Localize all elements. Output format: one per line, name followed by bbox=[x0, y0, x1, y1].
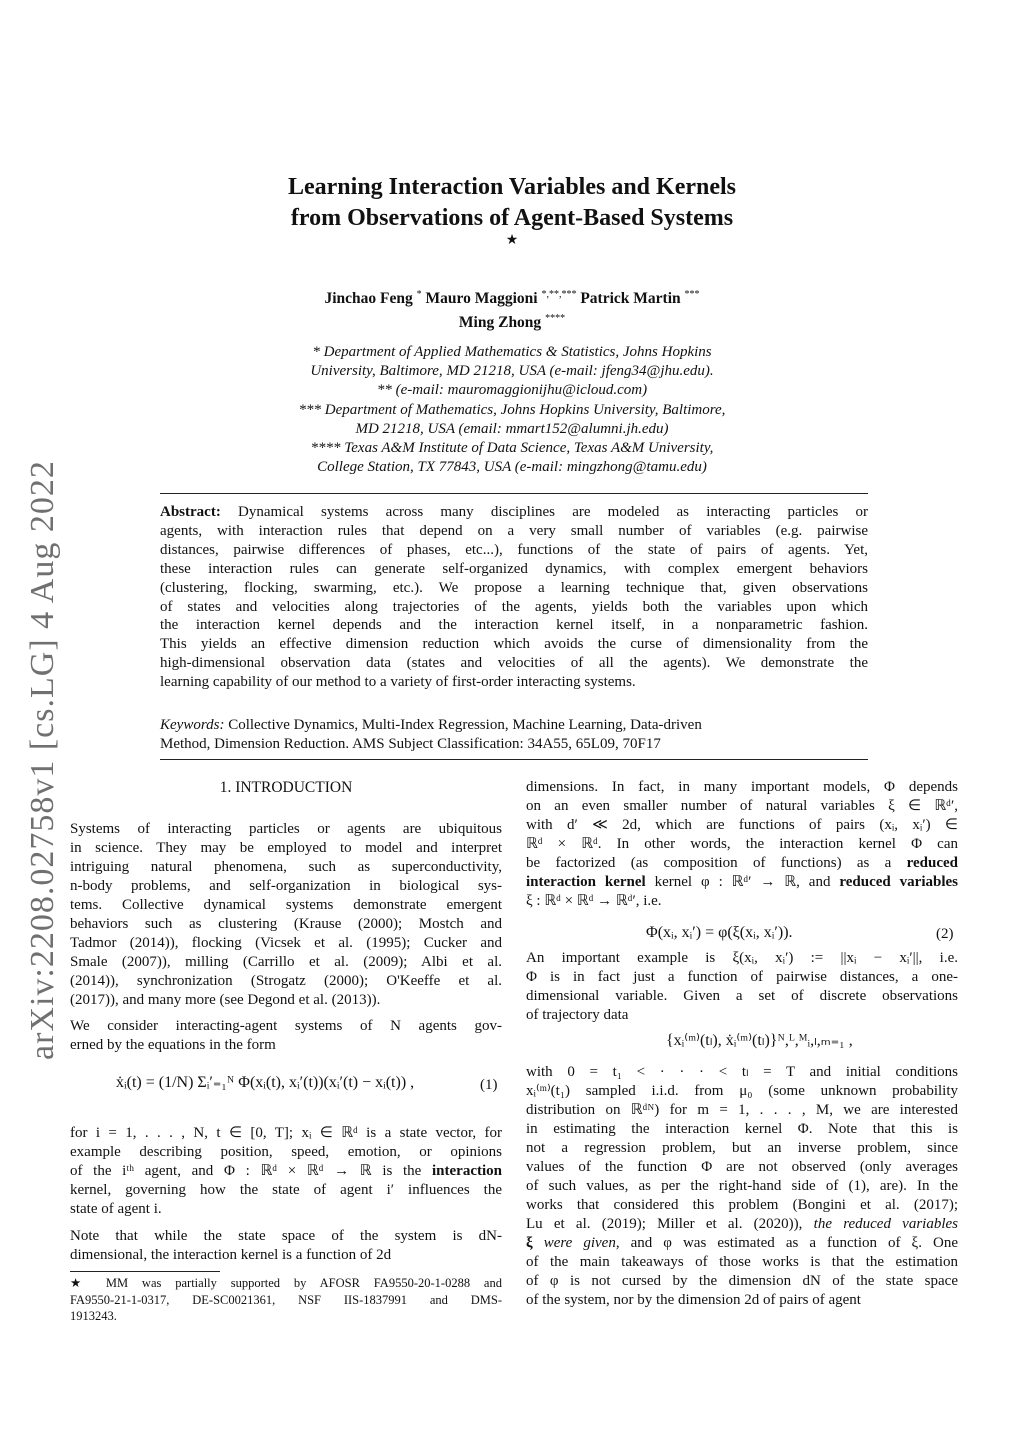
text-line: dimensional, the interaction kernel is a function of 2d bbox=[70, 1247, 392, 1263]
abstract-line: learning capability of our method to a variety of first-order interacting systems. bbox=[160, 674, 636, 691]
text-line: be factorized (as composition of functions) as a bbox=[526, 855, 892, 871]
equation-1: ẋᵢ(t) = (1/N) Σᵢ′₌₁ᴺ Φ(xᵢ(t), xᵢ′(t))(xᵢ′(t) − xᵢ(t)) , bbox=[116, 1074, 415, 1091]
author-zhong: Ming Zhong bbox=[458, 314, 542, 332]
title-line-2: from Observations of Agent-Based Systems bbox=[290, 205, 734, 231]
abstract-label: Abstract: bbox=[160, 504, 221, 520]
keywords-line: Collective Dynamics, Multi-Index Regression, Machine Learning, Data-driven bbox=[224, 717, 702, 733]
text-line: of φ is not cursed by the dimension dN of the state space bbox=[526, 1273, 958, 1289]
bold-term: interaction bbox=[432, 1163, 502, 1179]
text-line: state of agent i. bbox=[70, 1201, 162, 1217]
intro-paragraph-1 bbox=[70, 820, 502, 1010]
title-line-1: Learning Interaction Variables and Kernels bbox=[287, 174, 737, 200]
keywords-label: Keywords: bbox=[160, 717, 225, 733]
text-line: Smale (2007)), milling (Carrillo et al. (2009); Albi et al. bbox=[70, 954, 502, 970]
text-line: distribution on ℝᵈᴺ) for m = 1, . . . , M, we are interested bbox=[526, 1102, 958, 1118]
author-zhong-affil: **** bbox=[545, 313, 566, 325]
equation-3: {xᵢ⁽ᵐ⁾(tₗ), ẋᵢ⁽ᵐ⁾(tₗ)}ᴺ,ᴸ,ᴹᵢ,ₗ,ₘ₌₁ , bbox=[666, 1032, 853, 1049]
abstract-line: (clustering, flocking, swarming, etc.). We propose a learning technique that, given observations bbox=[160, 579, 868, 596]
author-feng-affil: * bbox=[416, 289, 422, 300]
text-line: in estimating the interaction kernel Φ. Note that this is bbox=[526, 1121, 958, 1137]
title-star: ★ bbox=[505, 232, 519, 248]
footnote-line: ★ MM was partially supported by AFOSR FA9550-20-1-0288 and bbox=[70, 1276, 502, 1290]
keywords bbox=[160, 716, 868, 754]
text-line: of the iᵗʰ agent, and Φ : ℝᵈ × ℝᵈ → ℝ is the bbox=[70, 1163, 422, 1179]
text-line: of the system, nor by the dimension 2d of pairs of agent bbox=[526, 1292, 861, 1308]
intro-paragraph-4 bbox=[70, 1227, 502, 1265]
affiliations bbox=[200, 343, 824, 477]
bold-term: reduced variables bbox=[839, 874, 959, 890]
keywords-line: Method, Dimension Reduction. AMS Subject Classification: 34A55, 65L09, 70F17 bbox=[160, 736, 661, 752]
right-paragraph-2 bbox=[526, 949, 958, 1025]
affiliation-line: *** Department of Mathematics, Johns Hopkins University, Baltimore, bbox=[298, 401, 726, 418]
text-line: dimensions. In fact, in many important models, Φ depends bbox=[526, 779, 958, 795]
affiliation-line: ** (e-mail: mauromaggionijhu@icloud.com) bbox=[376, 382, 648, 399]
text-line: with 0 = t₁ < · · · < tₗ = T and initial conditions bbox=[526, 1064, 958, 1080]
paper-title bbox=[150, 172, 874, 234]
text-line: xᵢ⁽ᵐ⁾(t₁) sampled i.i.d. from μ₀ (some unknown probability bbox=[526, 1083, 958, 1099]
text-line: ξ : ℝᵈ × ℝᵈ → ℝᵈ′, i.e. bbox=[526, 893, 662, 909]
author-list bbox=[150, 285, 874, 333]
author-maggioni-affil: *,**,*** bbox=[541, 289, 577, 300]
text-line: Φ is in fact just a function of pairwise distances, a one- bbox=[526, 969, 958, 985]
text-line: works that considered this problem (Bongini et al. (2017); bbox=[526, 1197, 958, 1213]
abstract-bottom-rule bbox=[160, 759, 868, 760]
intro-paragraph-2 bbox=[70, 1017, 502, 1055]
text-line: of such values, as per the right-hand side of (1), are). In the bbox=[526, 1178, 958, 1194]
abstract-line: these interaction rules can generate self-organized dynamics, with complex emergent behaviors bbox=[160, 560, 868, 577]
abstract-line: Dynamical systems across many disciplines are modeled as interacting particles or bbox=[220, 504, 868, 520]
text-line: intriguing natural phenomena, such as superconductivity, bbox=[70, 859, 502, 875]
abstract bbox=[160, 503, 868, 692]
author-maggioni: Mauro Maggioni bbox=[425, 290, 538, 308]
text-line: for i = 1, . . . , N, t ∈ [0, T]; xᵢ ∈ ℝᵈ is a state vector, for bbox=[70, 1125, 502, 1141]
text-line: example describing position, speed, emotion, or opinions bbox=[70, 1144, 502, 1160]
abstract-line: of states and velocities along trajectories of the agents, yields both the variables upon which bbox=[160, 598, 868, 615]
bold-term: interaction kernel bbox=[526, 874, 646, 890]
arxiv-identifier: arXiv:2208.02758v1 [cs.LG] 4 Aug 2022 bbox=[24, 460, 61, 1060]
italic-term: the reduced variables bbox=[813, 1216, 959, 1232]
text-line: (2014)), synchronization (Strogatz (2000); O'Keeffe et al. bbox=[70, 973, 502, 989]
text-line: on an even smaller number of natural variables ξ ∈ ℝᵈ′, bbox=[526, 798, 958, 814]
author-martin: Patrick Martin bbox=[580, 290, 681, 308]
abstract-line: distances, pairwise differences of phases, etc...), functions of the state of pairs of agents. Yet, bbox=[160, 541, 868, 558]
affiliation-line: College Station, TX 77843, USA (e-mail: mingzhong@tamu.edu) bbox=[317, 459, 707, 476]
text-line: kernel φ : ℝᵈ′ → ℝ, and bbox=[654, 874, 831, 890]
text-line: Lu et al. (2019); Miller et al. (2020)), bbox=[526, 1216, 803, 1232]
affiliation-line: * Department of Applied Mathematics & Statistics, Johns Hopkins bbox=[312, 344, 712, 360]
right-paragraph-3 bbox=[526, 1063, 958, 1310]
footnote bbox=[70, 1275, 502, 1325]
italic-term: were given bbox=[543, 1235, 616, 1251]
footnote-line: 1913243. bbox=[70, 1309, 117, 1323]
text-line: of the main takeaways of those works is that the estimation bbox=[526, 1254, 958, 1270]
bold-term: reduced bbox=[906, 855, 958, 871]
text-line: behaviors such as clustering (Krause (2000); Mostch and bbox=[70, 916, 502, 932]
text-line: values of the function Φ are not observed (only averages bbox=[526, 1159, 958, 1175]
intro-paragraph-3 bbox=[70, 1124, 502, 1219]
text-line: erned by the equations in the form bbox=[70, 1037, 276, 1053]
equation-2: Φ(xᵢ, xᵢ′) = φ(ξ(xᵢ, xᵢ′)). bbox=[646, 924, 793, 941]
text-line: tems. Collective dynamical systems demonstrate emergent bbox=[70, 897, 502, 913]
equation-1-number: (1) bbox=[480, 1077, 498, 1093]
section-heading: 1. INTRODUCTION bbox=[219, 779, 353, 796]
author-martin-affil: *** bbox=[684, 289, 700, 300]
abstract-line: high-dimensional observation data (states and velocities of all the agents). We demonstrate the bbox=[160, 655, 868, 672]
math-symbol: ξ bbox=[526, 1235, 533, 1251]
text-line: n-body problems, and self-organization in biological sys- bbox=[70, 878, 502, 894]
text-line: We consider interacting-agent systems of N agents gov- bbox=[70, 1018, 502, 1034]
text-line: Note that while the state space of the system is dN- bbox=[70, 1228, 502, 1244]
text-line: kernel, governing how the state of agent i′ influences the bbox=[70, 1182, 502, 1198]
equation-2-number: (2) bbox=[936, 926, 954, 942]
text-line: of trajectory data bbox=[526, 1007, 629, 1023]
text-line: ℝᵈ × ℝᵈ. In other words, the interaction kernel Φ can bbox=[526, 836, 958, 852]
text-line: in science. They may be employed to model and interpret bbox=[70, 840, 502, 856]
right-paragraph-1 bbox=[526, 778, 958, 911]
author-feng: Jinchao Feng bbox=[324, 290, 413, 308]
affiliation-line: University, Baltimore, MD 21218, USA (e-mail: jfeng34@jhu.edu). bbox=[310, 363, 714, 380]
text-line: Systems of interacting particles or agents are ubiquitous bbox=[70, 821, 502, 837]
text-line: An important example is ξ(xᵢ, xᵢ′) := ||xᵢ − xᵢ′||, i.e. bbox=[526, 950, 958, 966]
affiliation-line: **** Texas A&M Institute of Data Science, Texas A&M University, bbox=[310, 440, 714, 457]
text-line: , and φ was estimated as a function of ξ. One bbox=[615, 1235, 958, 1251]
text-line: dimensional variable. Given a set of discrete observations bbox=[526, 988, 958, 1004]
text-line: Tadmor (2014)), flocking (Vicsek et al. (1995); Cucker and bbox=[70, 935, 502, 951]
text-line: not a regression problem, but an inverse problem, since bbox=[526, 1140, 958, 1156]
abstract-top-rule bbox=[160, 493, 868, 494]
abstract-line: agents, with interaction rules that depend on a very small number of variables (e.g. pairwise bbox=[160, 522, 868, 539]
abstract-line: This yields an effective dimension reduction which avoids the curse of dimensionality from the bbox=[160, 636, 868, 653]
affiliation-line: MD 21218, USA (email: mmart152@alumni.jh.edu) bbox=[355, 420, 669, 437]
text-line: with d′ ≪ 2d, which are functions of pairs (xᵢ, xᵢ′) ∈ bbox=[526, 817, 958, 833]
footnote-line: FA9550-21-1-0317, DE-SC0021361, NSF IIS-1837991 and DMS- bbox=[70, 1292, 502, 1307]
text-line: (2017)), and many more (see Degond et al. (2013)). bbox=[70, 992, 381, 1008]
abstract-line: the interaction kernel depends and the interaction kernel itself, in a nonparametric fashion. bbox=[160, 617, 868, 634]
footnote-rule bbox=[70, 1271, 220, 1272]
